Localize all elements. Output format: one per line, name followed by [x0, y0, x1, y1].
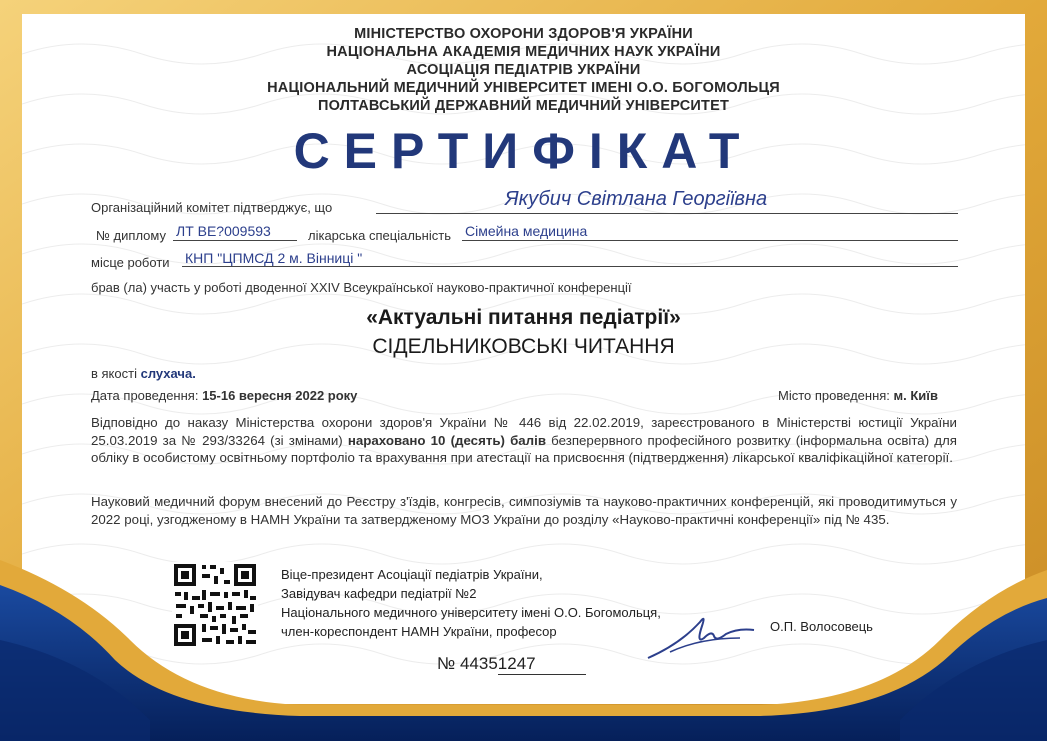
specialty-label: лікарська спеціальність: [308, 228, 451, 243]
institution-1: МІНІСТЕРСТВО ОХОРОНИ ЗДОРОВ'Я УКРАЇНИ: [354, 26, 693, 42]
diploma-value: ЛТ ВЕ?009593: [176, 223, 271, 239]
role-line: [91, 366, 196, 381]
date-label: Дата проведення:: [91, 388, 199, 403]
number-value: 1247: [498, 654, 586, 675]
role-label: в якості: [91, 366, 137, 381]
signer-name: О.П. Волосовець: [770, 619, 873, 634]
diploma-label: № диплому: [96, 228, 166, 243]
number-prefix: № 4435: [437, 654, 498, 673]
certificate-title: СЕРТИФІКАТ: [293, 123, 754, 179]
participation-text: брав (ла) участь у роботі дводенної XXIV Всеукраїнської науково-практичної конференції: [91, 280, 632, 295]
conference-subtitle: СІДЕЛЬНИКОВСЬКІ ЧИТАННЯ: [372, 335, 675, 358]
date-value: 15-16 вересня 2022 року: [202, 388, 358, 403]
signer-title: [281, 565, 661, 641]
paragraph-1-start: Відповідно до наказу Міністерства охорони здоров'я України № 446 від 22.02.2019, зареєстрованого в Міністерстві юстиції України 25.03.2019 за № 293/33264 (зі змінами): [91, 415, 957, 448]
institution-2: НАЦІОНАЛЬНА АКАДЕМІЯ МЕДИЧНИХ НАУК УКРАЇНИ: [326, 44, 721, 60]
points-awarded: нараховано 10 (десять) балів: [347, 432, 547, 448]
qr-code-icon: [172, 562, 258, 648]
institution-3: АСОЦІАЦІЯ ПЕДІАТРІВ УКРАЇНИ: [406, 62, 641, 78]
role-value: слухача.: [140, 366, 196, 381]
institution-5: ПОЛТАВСЬКИЙ ДЕРЖАВНИЙ МЕДИЧНИЙ УНІВЕРСИТЕТ: [317, 98, 730, 114]
signer-line-1: Віце-президент Асоціації педіатрів України,: [281, 567, 543, 582]
workplace-value: КНП "ЦПМСД 2 м. Вінниці ": [185, 250, 363, 266]
confirm-label: Організаційний комітет підтверджує, що: [91, 200, 333, 215]
institution-4: НАЦІОНАЛЬНИЙ МЕДИЧНИЙ УНІВЕРСИТЕТ ІМЕНІ О.О. БОГОМОЛЬЦЯ: [267, 80, 780, 96]
paragraph-1-end: безперервного професійного розвитку (інформальна освіта) для обліку в особистому освітньому портфоліо та врахування при атестації на присвоєння (підтвердження) лікарської кваліфікаційної категорії.: [91, 432, 957, 465]
recipient-name: Якубич Світлана Георгіївна: [505, 188, 768, 210]
place-line: [778, 388, 938, 403]
signer-line-2: Завідувач кафедри педіатрії №2: [281, 586, 477, 601]
paragraph-1: [91, 414, 957, 467]
place-value: м. Київ: [893, 388, 938, 403]
conference-title: «Актуальні питання педіатрії»: [366, 306, 681, 329]
signer-line-3: Національного медичного університету імені О.О. Богомольця,: [281, 605, 661, 620]
workplace-label: місце роботи: [91, 255, 170, 270]
certificate-number: [437, 654, 586, 675]
place-label: Місто проведення:: [778, 388, 890, 403]
specialty-value: Сімейна медицина: [465, 223, 588, 239]
signature-icon: [640, 608, 760, 664]
paragraph-2: Науковий медичний форум внесений до Реєстру з'їздів, конгресів, симпозіумів та науково-практичних конференцій, які проводитимуться у 2022 році, узгодженому в НАМН України та затвердженому МОЗ України до розділу «Науково-практичні конференції» під № 435.: [91, 494, 957, 527]
signer-line-4: член-кореспондент НАМН України, професор: [281, 624, 557, 639]
date-line: [91, 388, 357, 403]
